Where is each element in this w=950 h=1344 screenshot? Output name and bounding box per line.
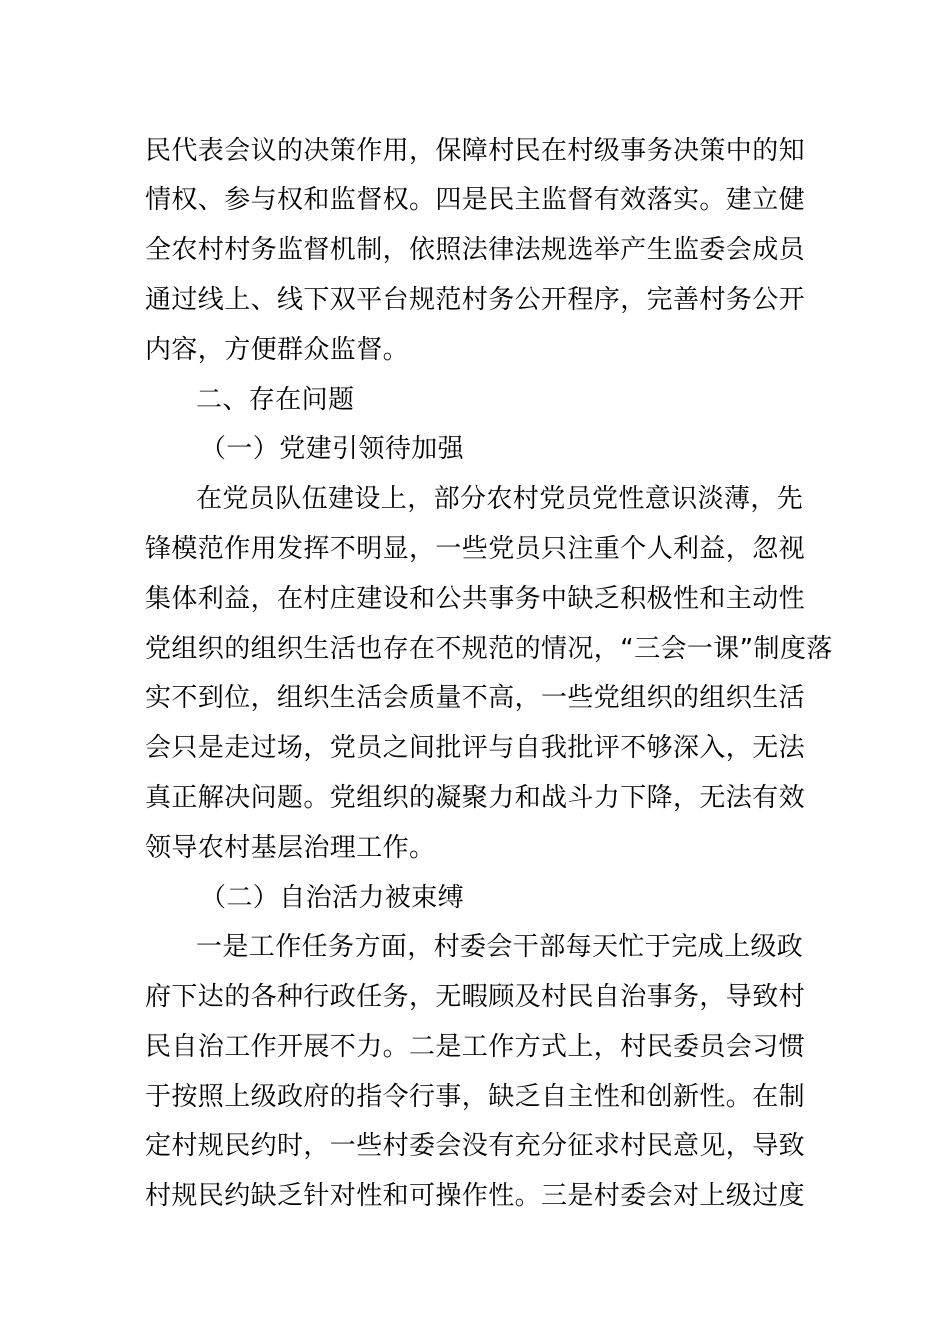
paragraph-line: 会只是走过场，党员之间批评与自我批评不够深入，无法 — [145, 733, 806, 763]
paragraph-line: 府下达的各种行政任务，无暇顾及村民自治事务，导致村 — [145, 982, 806, 1012]
paragraph-line: 民代表会议的决策作用，保障村民在村级事务决策中的知 — [145, 136, 806, 166]
paragraph-line: 全农村村务监督机制，依照法律法规选举产生监委会成员 — [145, 235, 806, 265]
paragraph-line: 在党员队伍建设上，部分农村党员党性意识淡薄，先 — [196, 484, 804, 514]
paragraph-line: 情权、参与权和监督权。四是民主监督有效落实。建立健 — [145, 185, 806, 215]
paragraph-line: 一是工作任务方面，村委会干部每天忙于完成上级政 — [196, 932, 804, 962]
paragraph-line: 于按照上级政府的指令行事，缺乏自主性和创新性。在制 — [145, 1082, 806, 1112]
paragraph-line: 锋模范作用发挥不明显，一些党员只注重个人利益，忽视 — [145, 534, 806, 564]
paragraph-line: 民自治工作开展不力。二是工作方式上，村民委员会习惯 — [145, 1032, 806, 1062]
section-heading: 二、存在问题 — [196, 385, 355, 415]
subheading-2: （二）自治活力被束缚 — [200, 883, 465, 913]
paragraph-line: 实不到位，组织生活会质量不高，一些党组织的组织生活 — [145, 683, 806, 713]
paragraph-line: 领导农村基层治理工作。 — [145, 833, 436, 863]
paragraph-line: 村规民约缺乏针对性和可操作性。三是村委会对上级过度 — [145, 1181, 806, 1211]
paragraph-line: 集体利益，在村庄建设和公共事务中缺乏积极性和主动性 — [145, 584, 806, 614]
paragraph-line: 通过线上、线下双平台规范村务公开程序，完善村务公开 — [145, 285, 806, 315]
subheading-1: （一）党建引领待加强 — [200, 434, 465, 464]
paragraph-line: 内容，方便群众监督。 — [145, 335, 410, 365]
paragraph-line: 真正解决问题。党组织的凝聚力和战斗力下降，无法有效 — [145, 783, 806, 813]
paragraph-line: 定村规民约时，一些村委会没有充分征求村民意见，导致 — [145, 1131, 806, 1161]
paragraph-line: 党组织的组织生活也存在不规范的情况，“三会一课”制度落 — [145, 634, 833, 664]
